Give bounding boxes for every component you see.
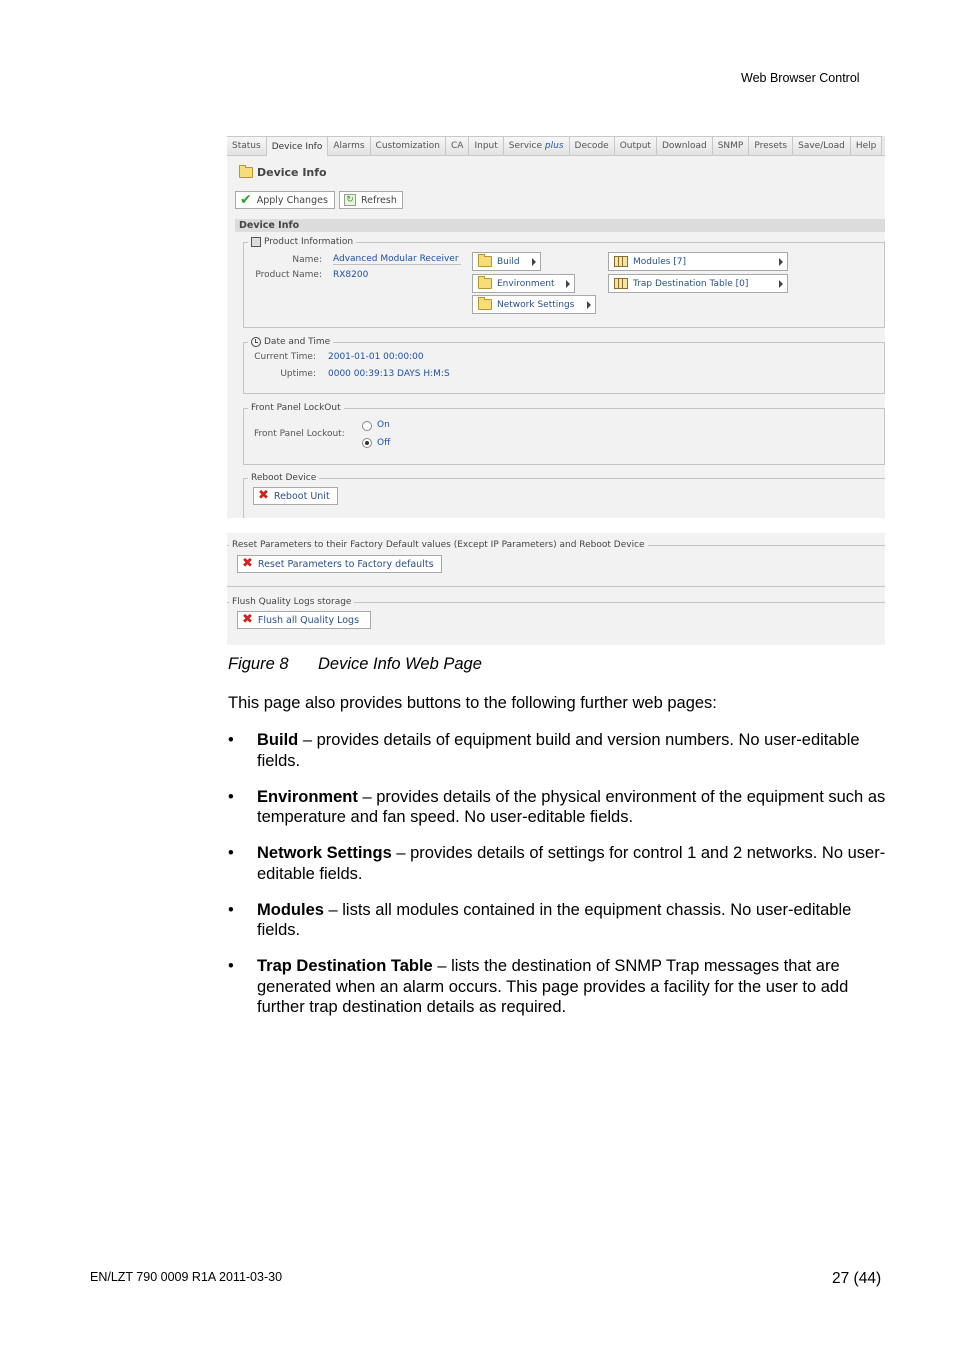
lockout-off-radio[interactable] [362, 438, 372, 448]
tab-input[interactable]: Input [469, 136, 503, 155]
reset-flush-panel [227, 533, 885, 645]
tab-download[interactable]: Download [657, 136, 713, 155]
product-info-legend [248, 237, 356, 247]
bullet-term: Build [257, 731, 299, 749]
table-icon [614, 256, 628, 267]
build-label: Build [497, 256, 520, 267]
reboot-unit-label: Reboot Unit [273, 490, 330, 502]
current-time-label: Current Time: [254, 352, 316, 362]
reboot-legend: Reboot Device [248, 473, 319, 483]
lockout-group [243, 403, 885, 465]
list-item [228, 956, 888, 1018]
arrow-right-icon [532, 258, 536, 266]
bullet-text: – provides details of the physical environment of the equipment such as temperature and fan speed. No user-editable fields. [257, 787, 886, 826]
reset-defaults-label: Reset Parameters to Factory defaults [257, 558, 434, 570]
device-info-panel [227, 156, 885, 518]
checkmark-icon: ✔ [240, 192, 252, 208]
flush-group [227, 597, 885, 645]
build-button[interactable] [472, 252, 541, 271]
list-item [228, 787, 888, 828]
tab-help[interactable]: Help [851, 136, 883, 155]
list-item [228, 900, 888, 941]
refresh-label: Refresh [361, 194, 397, 206]
trap-destination-button[interactable] [608, 274, 788, 293]
bullet-term: Trap Destination Table [257, 957, 433, 975]
tab-save-load[interactable]: Save/Load [793, 136, 851, 155]
figure-caption [228, 655, 482, 674]
bullet-list [228, 730, 888, 1033]
tab-service-plus-label: plus [544, 141, 564, 151]
tab-alarms[interactable]: Alarms [328, 136, 370, 155]
uptime-value: 0000 00:39:13 DAYS H:M:S [328, 369, 450, 379]
arrow-right-icon [587, 301, 591, 309]
lockout-label: Front Panel Lockout: [254, 429, 345, 439]
apply-changes-label: Apply Changes [256, 194, 328, 206]
lockout-legend: Front Panel LockOut [248, 403, 344, 413]
page-title-text: Device Info [257, 166, 327, 179]
date-time-legend [248, 337, 333, 347]
refresh-button[interactable] [339, 191, 403, 209]
product-info-legend-text: Product Information [264, 237, 354, 247]
flush-legend: Flush Quality Logs storage [229, 597, 354, 607]
tab-decode[interactable]: Decode [570, 136, 615, 155]
tab-output[interactable]: Output [615, 136, 657, 155]
intro-paragraph: This page also provides buttons to the following further web pages: [228, 694, 717, 712]
footer-doc-id: EN/LZT 790 0009 R1A 2011-03-30 [90, 1270, 283, 1284]
environment-label: Environment [497, 278, 555, 289]
red-x-icon: ✖ [242, 556, 253, 571]
folder-icon [478, 278, 492, 289]
reboot-group [243, 473, 885, 518]
list-item [228, 843, 888, 884]
uptime-label: Uptime: [280, 369, 316, 379]
bullet-text: – lists the destination of SNMP Trap messages that are generated when an alarm occurs. This page provides a facility for the user to add further trap destination details as required. [257, 957, 849, 1016]
tab-presets[interactable]: Presets [749, 136, 793, 155]
bullet-term: Modules [257, 900, 324, 919]
date-time-legend-text: Date and Time [264, 337, 331, 347]
page-header: Web Browser Control [741, 71, 860, 85]
flush-logs-label: Flush all Quality Logs [257, 614, 360, 626]
tab-snmp[interactable]: SNMP [713, 136, 750, 155]
refresh-icon: ↻ [344, 194, 356, 206]
apply-changes-button[interactable] [235, 191, 335, 209]
bullet-term: Environment [257, 787, 358, 806]
folder-icon [478, 256, 492, 267]
bullet-text: – provides details of equipment build and version numbers. No user-editable fields. [257, 731, 860, 770]
figure-number: Figure 8 [228, 655, 289, 673]
tab-ca[interactable]: CA [446, 136, 469, 155]
folder-icon [239, 167, 253, 178]
product-name-label: Product Name: [255, 270, 322, 280]
modules-label: Modules [7] [633, 256, 687, 267]
product-info-group [243, 237, 885, 328]
product-icon [251, 237, 261, 247]
section-title: Device Info [235, 219, 885, 232]
tab-status[interactable]: Status [227, 136, 267, 155]
arrow-right-icon [779, 258, 783, 266]
page-title [239, 166, 327, 179]
name-value: Advanced Modular Receiver [333, 254, 461, 265]
name-label: Name: [292, 255, 322, 265]
arrow-right-icon [779, 280, 783, 288]
tab-bar [227, 136, 885, 156]
folder-icon [478, 299, 492, 310]
reset-defaults-button[interactable] [237, 555, 442, 573]
clock-icon [251, 337, 261, 347]
date-time-group [243, 337, 885, 394]
reset-legend: Reset Parameters to their Factory Default values (Except IP Parameters) and Reboot Device [229, 540, 648, 550]
network-settings-button[interactable] [472, 295, 596, 314]
bullet-text: – provides details of settings for control 1 and 2 networks. No user-editable fields. [257, 844, 886, 883]
arrow-right-icon [566, 280, 570, 288]
reset-group [227, 540, 885, 587]
flush-logs-button[interactable] [237, 611, 371, 629]
network-settings-label: Network Settings [497, 299, 575, 310]
modules-button[interactable] [608, 252, 788, 271]
list-item [228, 730, 888, 771]
lockout-off-label: Off [377, 438, 391, 448]
environment-button[interactable] [472, 274, 575, 293]
reboot-unit-button[interactable] [253, 487, 338, 505]
current-time-value: 2001-01-01 00:00:00 [328, 352, 424, 362]
bullet-term: Network Settings [257, 844, 392, 862]
trap-destination-label: Trap Destination Table [0] [633, 278, 749, 289]
tab-device-info[interactable]: Device Info [267, 136, 329, 157]
tab-service-label: Service [508, 141, 545, 151]
tab-customization[interactable]: Customization [371, 136, 446, 155]
table-icon [614, 278, 628, 289]
footer-page-number: 27 (44) [832, 1270, 882, 1287]
bullet-text: – lists all modules contained in the equipment chassis. No user-editable fields. [257, 900, 852, 939]
lockout-on-radio[interactable] [362, 421, 372, 431]
red-x-icon: ✖ [242, 612, 253, 627]
red-x-icon: ✖ [258, 488, 269, 503]
tab-service-plus[interactable] [504, 136, 570, 155]
figure-title: Device Info Web Page [318, 655, 482, 673]
lockout-on-label: On [377, 420, 390, 430]
product-name-value: RX8200 [333, 270, 369, 280]
